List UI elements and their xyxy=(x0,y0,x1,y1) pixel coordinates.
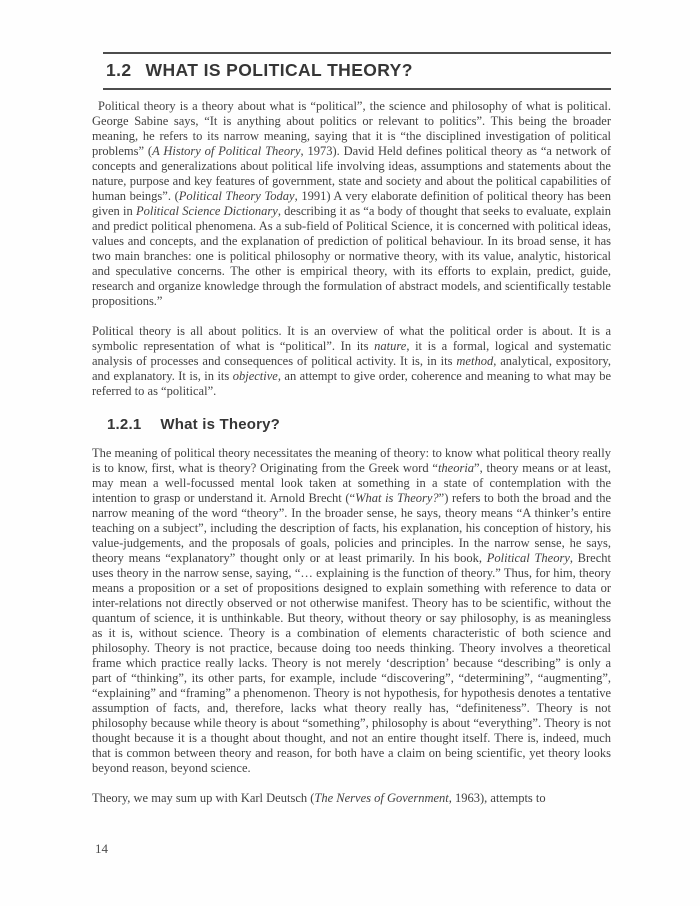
page-content xyxy=(92,52,611,806)
subsection-number: 1.2.1 xyxy=(107,416,142,433)
paragraph-political-theory-definitions: Political theory is a theory about what is “political”, the science and philosophy of what is political. George Sabine says, “It is anything about politics or relevant to politics”. This being the broader meaning, he refers to its narrow meaning, saying that it is “the disciplined investigation of political problems” (A History of Political Theory, 1973). David Held defines political theory as “a network of concepts and generalizations about political life involving ideas, assumptions and statements about the nature, purpose and key features of government, state and society and about the political capabilities of human beings”. (Political Theory Today, 1991) A very elaborate definition of political theory has been given in Political Science Dictionary, describing it as “a body of thought that seeks to evaluate, explain and predict political phenomena. As a sub-field of Political Science, it is concerned with political ideas, values and concepts, and the explanation of prediction of political behaviour. In its broad sense, it has two main branches: one is political philosophy or normative theory, with its value, analytic, historical and speculative concerns. The other is empirical theory, with its efforts to explain, predict, guide, research and organize knowledge through the formulation of abstract models, and scientifically testable propositions.” xyxy=(92,99,612,308)
section-heading xyxy=(103,52,611,90)
section-title: WHAT IS POLITICAL THEORY? xyxy=(145,60,413,80)
page-number: 14 xyxy=(95,841,108,856)
subsection-title: What is Theory? xyxy=(160,416,281,433)
paragraph-what-is-theory: The meaning of political theory necessitates the meaning of theory: to know what political theory really is to know, first, what is theory? Originating from the Greek word “theoria”, theory means or at least, may mean a well-focussed mental look taken at something in a state of contemplation with the intention to grasp or understand it. Arnold Brecht (“What is Theory?”) refers to both the broad and the narrow meaning of the word “theory”. In the broader sense, he says, theory means “A thinker’s entire teaching on a subject”, including the description of facts, his explanation, his conception of history, his value-judgements, and the proposals of goals, policies and principles. In the narrow sense, he says, theory means “explanatory” thought only or at least primarily. In his book, Political Theory, Brecht uses theory in the narrow sense, saying, “… explaining is the function of theory.” Thus, for him, theory means a proposition or a set of propositions designed to explain something with reference to data or inter-relations not directly observed or not otherwise manifest. Theory has to be scientific, without the quantum of science, it is unthinkable. But theory, without theory or say philosophy, is as meaningless as it is, without science. Theory is a combination of elements characteristic of both science and philosophy. Theory is not practice, because doing too needs thinking. Theory involves a theoretical frame which practice really lacks. Theory is not merely ‘description’ because “describing” is only a part of “thinking”, its other parts, for example, include “discovering”, “determining”, “augmenting”, “explaining” and “framing” a phenomenon. Theory is not hypothesis, for hypothesis denotes a tentative assumption of facts, and, therefore, lacks what theory really has, “definiteness”. Theory is not philosophy because while theory is about “something”, philosophy is about “everything”. Theory is not thought because it is a thought about thought, and not an entire thought itself. There is, indeed, much that is common between theory and reason, for both have a claim on being scientific, yet theory looks beyond reason, beyond science. xyxy=(92,446,611,775)
section-number: 1.2 xyxy=(106,60,132,80)
paragraph-political-theory-overview: Political theory is all about politics. It is an overview of what the political order is about. It is a symbolic representation of what is “political”. In its nature, it is a formal, logical and systematic analysis of processes and consequences of political activity. It is, in its method, analytical, expository, and explanatory. It is, in its objective, an attempt to give order, coherence and meaning to what may be referred to as “political”. xyxy=(92,324,611,398)
subsection-heading xyxy=(107,416,611,433)
paragraph-karl-deutsch-summary: Theory, we may sum up with Karl Deutsch (The Nerves of Government, 1963), attempts to xyxy=(92,791,546,805)
